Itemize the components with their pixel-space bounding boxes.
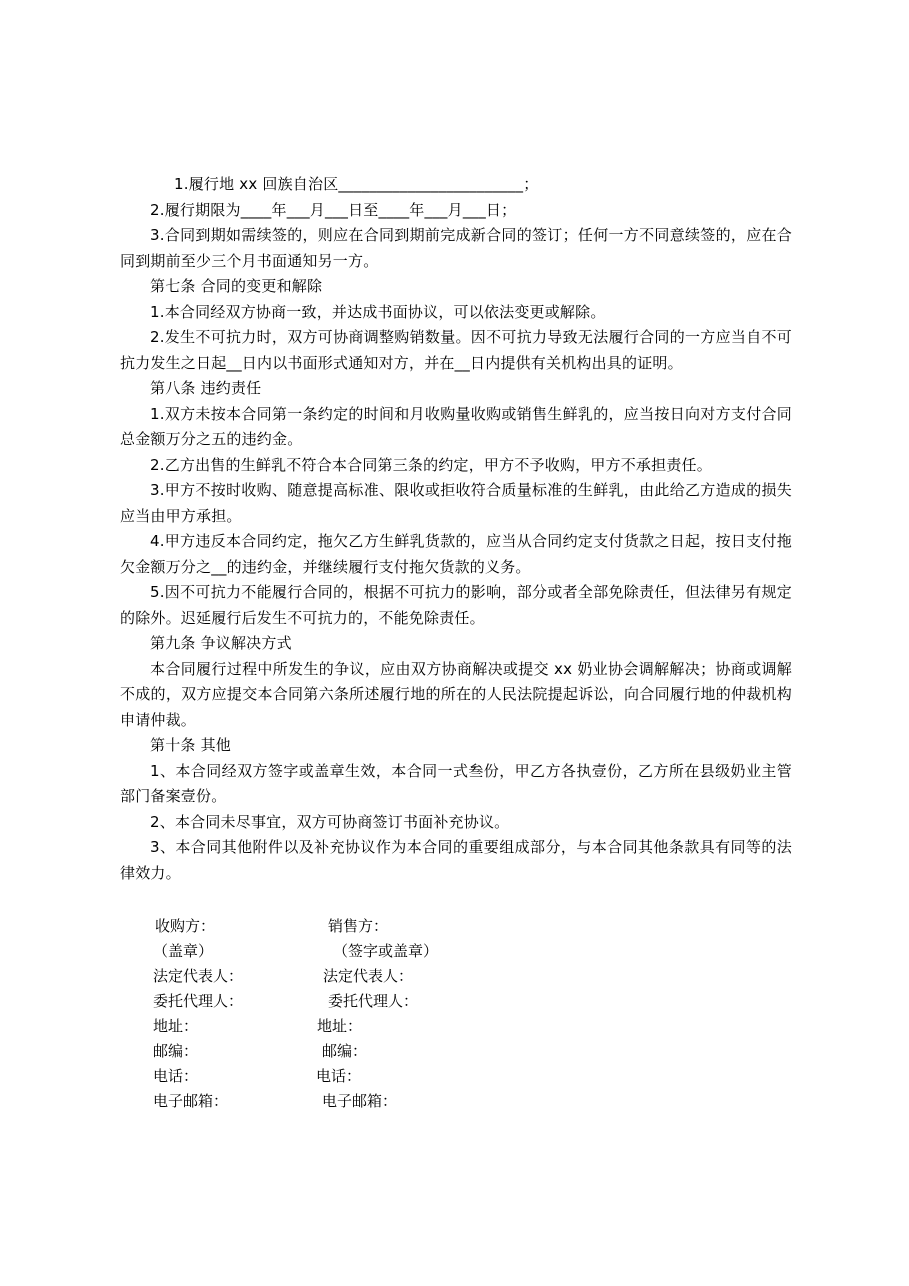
signature-label-buyer: 法定代表人： bbox=[153, 967, 244, 985]
signature-label-buyer: 委托代理人： bbox=[153, 992, 244, 1010]
clause-paragraph: 3.合同到期如需续签的，则应在合同到期前完成新合同的签订；任何一方不同意续签的，应在合同到期前至少三个月书面通知另一方。 bbox=[120, 226, 792, 270]
signature-label-buyer: 邮编： bbox=[153, 1042, 199, 1060]
clause-paragraph: 3、本合同其他附件以及补充协议作为本合同的重要组成部分，与本合同其他条款具有同等的法律效力。 bbox=[120, 838, 792, 882]
signature-label-seller: 销售方： bbox=[328, 917, 389, 935]
clause-paragraph: 1、本合同经双方签字或盖章生效，本合同一式叁份，甲乙方各执壹份，乙方所在县级奶业主管部门备案壹份。 bbox=[120, 761, 792, 805]
article-heading: 第九条 争议解决方式 bbox=[150, 634, 292, 652]
clause-paragraph: 1.履行地 xx 回族自治区________________________； bbox=[174, 175, 539, 193]
clause-paragraph: 2.乙方出售的生鲜乳不符合本合同第三条的约定，甲方不予收购，甲方不承担责任。 bbox=[150, 455, 712, 474]
article-heading: 第十条 其他 bbox=[150, 736, 231, 754]
signature-label-buyer: 电子邮箱： bbox=[153, 1092, 229, 1110]
signature-label-seller: 地址： bbox=[317, 1017, 363, 1035]
clause-paragraph: 2.履行期限为____年___月___日至____年___月___日； bbox=[150, 200, 517, 219]
signature-label-seller: 委托代理人： bbox=[328, 992, 419, 1010]
signature-label-buyer: 电话： bbox=[153, 1067, 199, 1085]
clause-paragraph: 2、本合同未尽事宜，双方可协商签订书面补充协议。 bbox=[150, 812, 510, 831]
clause-paragraph: 本合同履行过程中所发生的争议，应由双方协商解决或提交 xx 奶业协会调解解决；协商或调解不成的，双方应提交本合同第六条所述履行地的所在的人民法院提起诉讼，向合同履行地的仲裁机构申请仲裁。 bbox=[120, 659, 792, 729]
signature-label-buyer: 地址： bbox=[153, 1017, 199, 1035]
clause-paragraph: 2.发生不可抗力时，双方可协商调整购销数量。因不可抗力导致无法履行合同的一方应当自不可抗力发生之日起__日内以书面形式通知对方，并在__日内提供有关机构出具的证明。 bbox=[120, 328, 792, 372]
signature-label-seller: 电话： bbox=[316, 1067, 362, 1085]
signature-label-seller: 电子邮箱： bbox=[322, 1092, 398, 1110]
clause-paragraph: 3.甲方不按时收购、随意提高标准、限收或拒收符合质量标准的生鲜乳，由此给乙方造成的损失应当由甲方承担。 bbox=[120, 481, 792, 525]
clause-paragraph: 4.甲方违反本合同约定，拖欠乙方生鲜乳货款的，应当从合同约定支付货款之日起，按日支付拖欠金额万分之__的违约金，并继续履行支付拖欠货款的义务。 bbox=[120, 532, 792, 576]
signature-label-buyer: 收购方： bbox=[155, 917, 216, 935]
clause-paragraph: 1.双方未按本合同第一条约定的时间和月收购量收购或销售生鲜乳的，应当按日向对方支付合同总金额万分之五的违约金。 bbox=[120, 404, 792, 448]
article-heading: 第七条 合同的变更和解除 bbox=[150, 277, 323, 295]
signature-label-seller: （签字或盖章） bbox=[333, 942, 439, 960]
clause-paragraph: 5.因不可抗力不能履行合同的，根据不可抗力的影响，部分或者全部免除责任，但法律另有规定的除外。迟延履行后发生不可抗力的，不能免除责任。 bbox=[120, 583, 792, 627]
article-heading: 第八条 违约责任 bbox=[150, 379, 262, 397]
signature-label-seller: 法定代表人： bbox=[323, 967, 414, 985]
signature-label-buyer: （盖章） bbox=[153, 942, 214, 960]
signature-label-seller: 邮编： bbox=[322, 1042, 368, 1060]
clause-paragraph: 1.本合同经双方协商一致，并达成书面协议，可以依法变更或解除。 bbox=[150, 302, 606, 321]
